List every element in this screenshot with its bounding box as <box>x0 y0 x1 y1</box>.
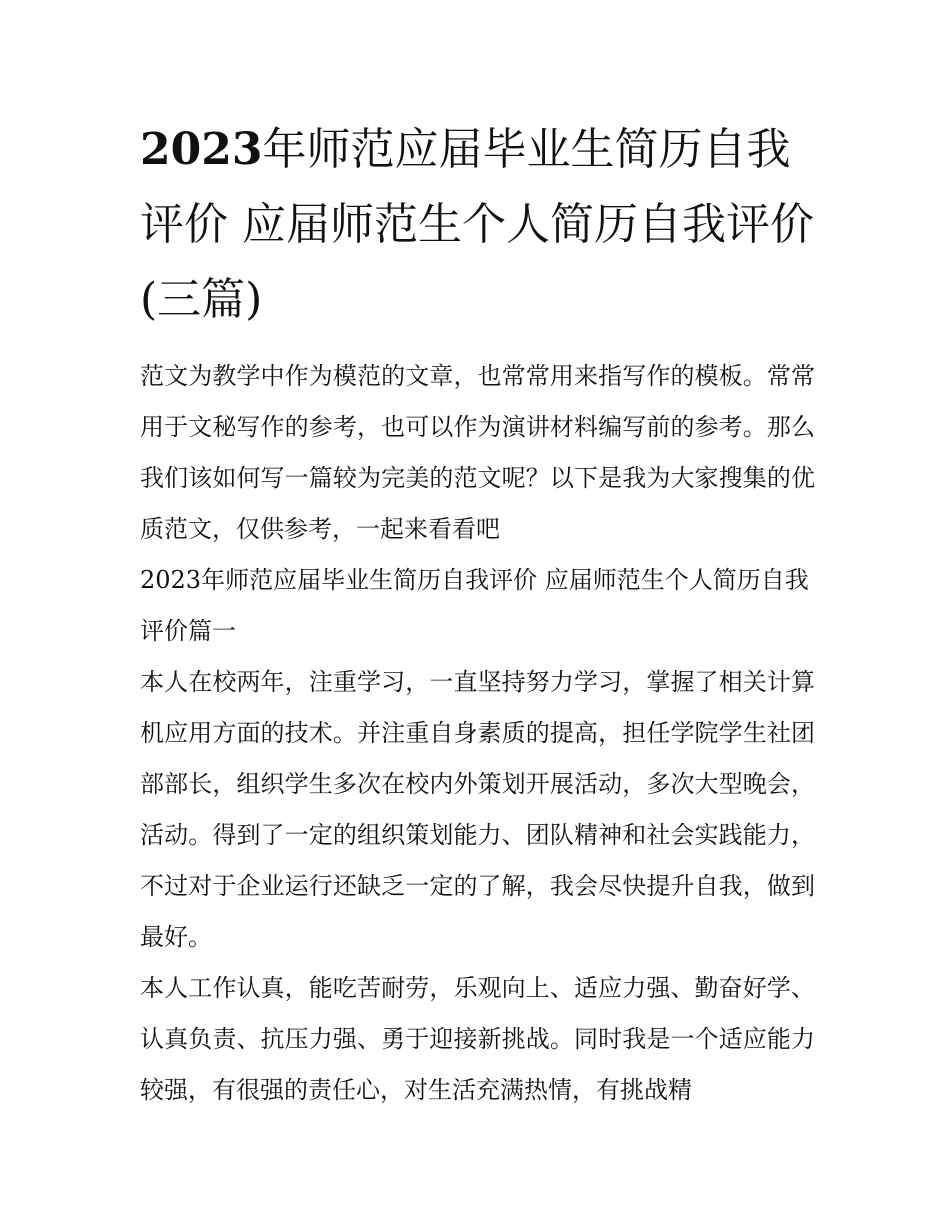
document-title <box>140 112 815 337</box>
body-paragraph-1: 本人在校两年，注重学习，一直坚持努力学习，掌握了相关计算机应用方面的技术。并注重自身素质的提高，担任学院学生社团部部长，组织学生多次在校内外策划开展活动，多次大型晚会，活动。得到了一定的组织策划能力、团队精神和社会实践能力，不过对于企业运行还缺乏一定的了解，我会尽快提升自我，做到最好。 <box>140 668 815 951</box>
intro-paragraph: 范文为教学中作为模范的文章，也常常用来指写作的模板。常常用于文秘写作的参考，也可以作为演讲材料编写前的参考。那么我们该如何写一篇较为完美的范文呢？以下是我为大家搜集的优质范文，仅供参考，一起来看看吧 <box>140 362 815 543</box>
title-text: 年师范应届毕业生简历自我评价 应届师范生个人简历自我评价(三篇) <box>140 124 814 325</box>
document-content <box>140 112 815 1116</box>
body-paragraph-2: 本人工作认真，能吃苦耐劳，乐观向上、适应力强、勤奋好学、认真负责、抗压力强、勇于迎接新挑战。同时我是一个适应能力较强，有很强的责任心，对生活充满热情，有挑战精 <box>140 974 815 1104</box>
title-year: 2023 <box>140 124 263 175</box>
section-heading: 2023年师范应届毕业生简历自我评价 应届师范生个人简历自我评价篇一 <box>140 566 809 645</box>
